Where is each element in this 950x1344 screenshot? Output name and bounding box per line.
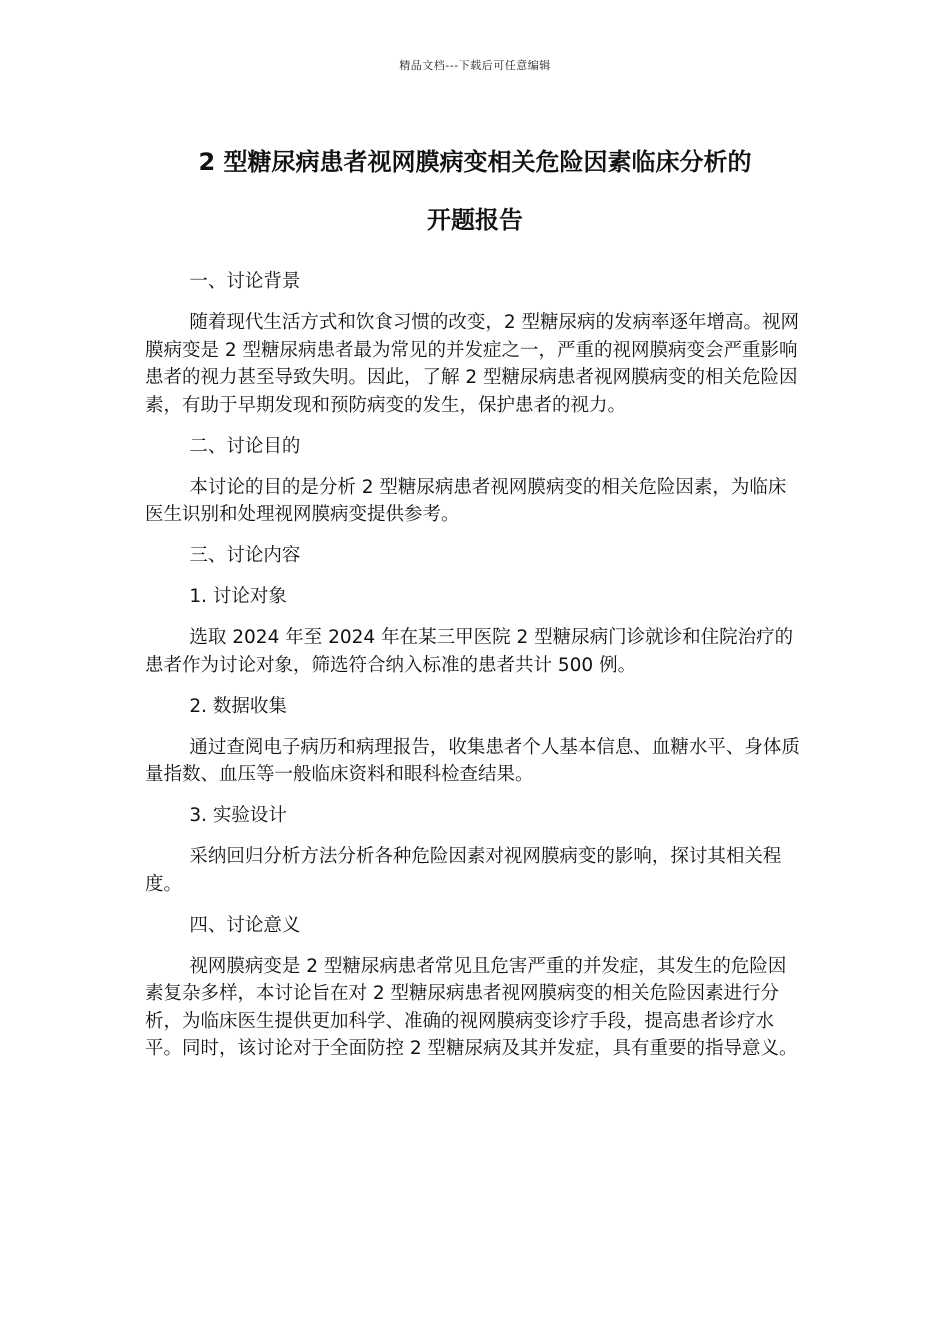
paragraph-significance: 视网膜病变是 2 型糖尿病患者常见且危害严重的并发症，其发生的危险因素复杂多样，本讨论旨在对 2 型糖尿病患者视网膜病变的相关危险因素进行分析，为临床医生提供更加科学、准确的视网膜病变诊疗手段，提高患者诊疗水平。同时，该讨论对于全面防控 2 型糖尿病及其并发症，具有重要的指导意义。 bbox=[145, 955, 798, 1059]
paragraph-experiment-design: 采纳回归分析方法分析各种危险因素对视网膜病变的影响，探讨其相关程度。 bbox=[145, 846, 782, 895]
title-line-1: 2 型糖尿病患者视网膜病变相关危险因素临床分析的 bbox=[198, 148, 752, 176]
document-title bbox=[100, 133, 850, 249]
paragraph-background: 随着现代生活方式和饮食习惯的改变，2 型糖尿病的发病率逐年增高。视网膜病变是 2 型糖尿病患者最为常见的并发症之一，严重的视网膜病变会严重影响患者的视力甚至导致失明。因此，了解 2 型糖尿病患者视网膜病变的相关危险因素，有助于早期发现和预防病变的发生，保护患者的视力。 bbox=[145, 312, 800, 416]
paragraph-purpose: 本讨论的目的是分析 2 型糖尿病患者视网膜病变的相关危险因素，为临床医生识别和处理视网膜病变提供参考。 bbox=[145, 476, 787, 525]
paragraph-data-collection: 通过查阅电子病历和病理报告，收集患者个人基本信息、血糖水平、身体质量指数、血压等一般临床资料和眼科检查结果。 bbox=[145, 736, 800, 785]
section-heading-purpose: 二、讨论目的 bbox=[189, 435, 301, 457]
subheading-subjects: 1. 讨论对象 bbox=[189, 586, 287, 607]
title-line-2: 开题报告 bbox=[427, 206, 523, 234]
document-body bbox=[145, 268, 800, 1076]
section-heading-background: 一、讨论背景 bbox=[189, 271, 301, 292]
subheading-data-collection: 2. 数据收集 bbox=[189, 695, 287, 717]
paragraph-subjects: 选取 2024 年至 2024 年在某三甲医院 2 型糖尿病门诊就诊和住院治疗的患者作为讨论对象，筛选符合纳入标准的患者共计 500 例。 bbox=[145, 627, 794, 676]
section-heading-content: 三、讨论内容 bbox=[189, 545, 301, 566]
section-heading-significance: 四、讨论意义 bbox=[189, 914, 301, 936]
header-note: 精品文档---下载后可任意编辑 bbox=[399, 59, 551, 72]
subheading-experiment-design: 3. 实验设计 bbox=[189, 805, 287, 826]
